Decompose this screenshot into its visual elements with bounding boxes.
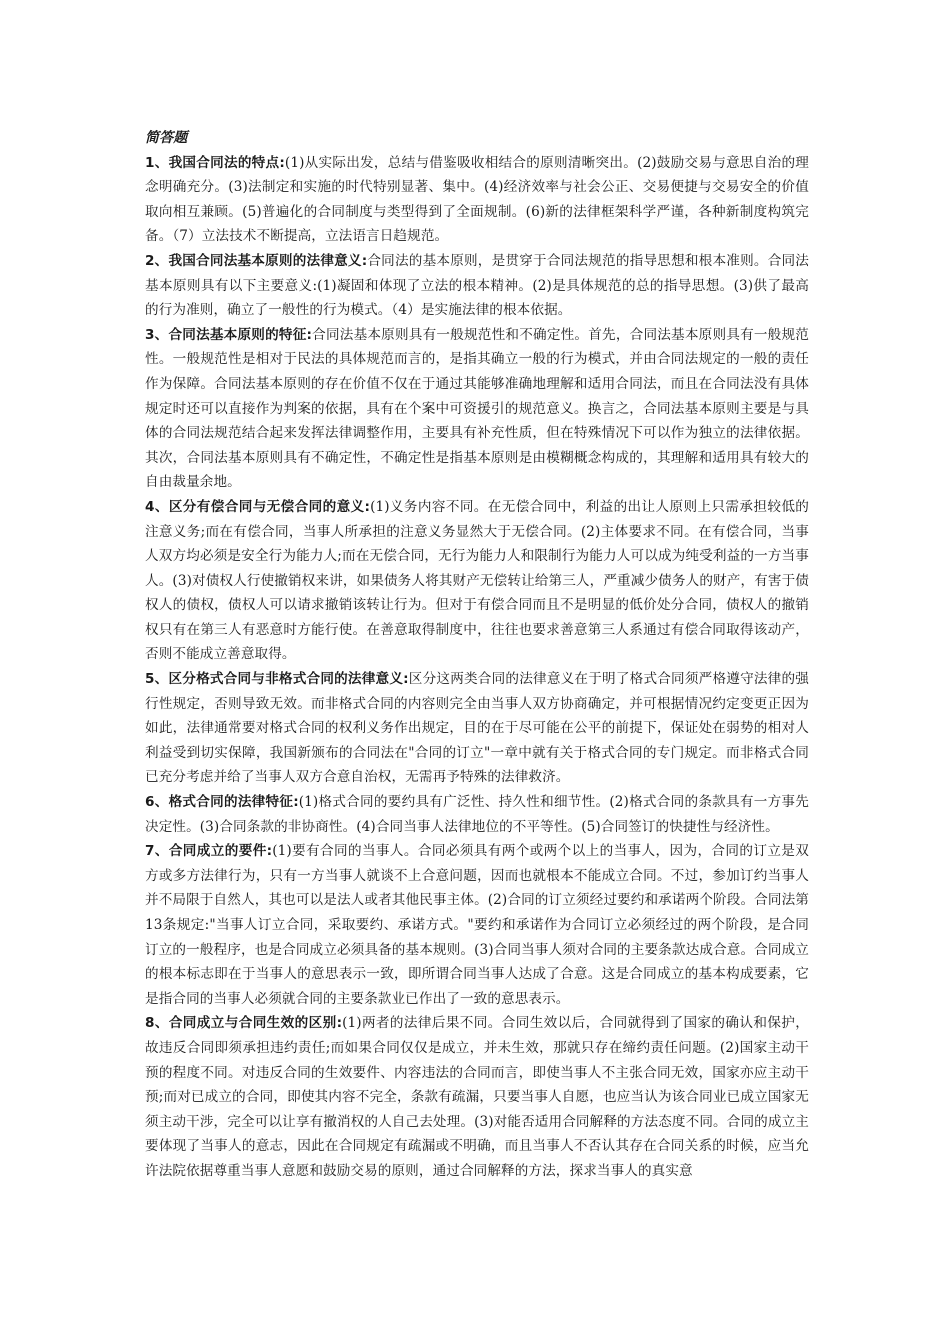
answer-title: 5、区分格式合同与非格式合同的法律意义:	[145, 671, 409, 688]
answer-title: 7、合同成立的要件:	[145, 843, 273, 860]
answer-text: (1)从实际出发，总结与借鉴吸收相结合的原则清晰突出。(2)鼓励交易与意思自治的理念明确充分。(3)法制定和实施的时代特别显著、集中。(4)经济效率与社会公正、交易便捷与交易安全的价值取向相互兼顾。(5)普遍化的合同制度与类型得到了全面规制。(6)新的法律框架科学严谨，各种新制度构筑完备。（7）立法技术不断提高，立法语言日趋规范。	[145, 154, 809, 245]
answer-title: 8、合同成立与合同生效的区别:	[145, 1015, 343, 1032]
answer-title: 4、区分有偿合同与无偿合同的意义:	[145, 498, 371, 515]
answer-text: 区分这两类合同的法律意义在于明了格式合同须严格遵守法律的强行性规定，否则导致无效。而非格式合同的内容则完全由当事人双方协商确定，并可根据情况约定变更正因为如此，法律通常要对格式合同的权利义务作出规定，目的在于尽可能在公平的前提下，保证处在弱势的相对人利益受到切实保障，我国新颁布的合同法在"合同的订立"一章中就有关于格式合同的专门规定。而非格式合同已充分考虑并给了当事人双方合意自治权，无需再予特殊的法律救济。	[145, 671, 809, 786]
answer-title: 3、合同法基本原则的特征:	[145, 326, 313, 343]
answer-6	[145, 790, 809, 839]
answer-text: (1)两者的法律后果不同。合同生效以后，合同就得到了国家的确认和保护，故违反合同即须承担违约责任;而如果合同仅仅是成立，并未生效，那就只存在缔约责任问题。(2)国家主动干预的程度不同。对违反合同的生效要件、内容违法的合同而言，即使当事人不主张合同无效，国家亦应主动干预;而对已成立的合同，即使其内容不完全，条款有疏漏，只要当事人自愿，也应当认为该合同业已成立国家无须主动干涉，完全可以让享有撤消权的人自己去处理。(3)对能否适用合同解释的方法态度不同。合同的成立主要体现了当事人的意志，因此在合同规定有疏漏或不明确，而且当事人不否认其存在合同关系的时候，应当允许法院依据尊重当事人意愿和鼓励交易的原则，通过合同解释的方法，探求当事人的真实意	[145, 1015, 809, 1179]
answer-7	[145, 839, 809, 1011]
answer-4	[145, 495, 809, 667]
answer-8	[145, 1011, 809, 1183]
answer-title: 1、我国合同法的特点:	[145, 154, 285, 171]
answer-1	[145, 151, 809, 249]
answer-2	[145, 249, 809, 323]
answer-title: 2、我国合同法基本原则的法律意义:	[145, 252, 368, 269]
answer-5	[145, 667, 809, 790]
answer-3	[145, 323, 809, 495]
section-heading: 简答题	[145, 130, 188, 146]
answer-text: 合同法的基本原则，是贯穿于合同法规范的指导思想和根本准则。合同法基本原则具有以下主要意义:(1)凝固和体现了立法的根本精神。(2)是具体规范的总的指导思想。(3)供了最高的行为准则，确立了一般性的行为模式。（4）是实施法律的根本依据。	[145, 252, 809, 319]
answer-text: 合同法基本原则具有一般规范性和不确定性。首先，合同法基本原则具有一般规范性。一般规范性是相对于民法的具体规范而言的，是指其确立一般的行为模式，并由合同法规定的一般的责任作为保障。合同法基本原则的存在价值不仅在于通过其能够准确地理解和适用合同法，而且在合同法没有具体规定时还可以直接作为判案的依据，具有在个案中可资援引的规范意义。换言之，合同法基本原则主要是与具体的合同法规范结合起来发挥法律调整作用，主要具有补充性质，但在特殊情况下可以作为独立的法律依据。其次，合同法基本原则具有不确定性，不确定性是指基本原则是由模糊概念构成的，其理解和适用具有较大的自由裁量余地。	[145, 326, 809, 491]
answer-text: (1)格式合同的要约具有广泛性、持久性和细节性。(2)格式合同的条款具有一方事先决定性。(3)合同条款的非协商性。(4)合同当事人法律地位的不平等性。(5)合同签订的快捷性与经济性。	[145, 794, 809, 835]
answer-title: 6、格式合同的法律特征:	[145, 794, 299, 811]
answer-text: (1)要有合同的当事人。合同必须具有两个或两个以上的当事人，因为，合同的订立是双方或多方法律行为，只有一方当事人就谈不上合意问题，因而也就根本不能成立合同。不过，参加订约当事人并不局限于自然人，其也可以是法人或者其他民事主体。(2)合同的订立须经过要约和承诺两个阶段。合同法第13条规定:"当事人订立合同，采取要约、承诺方式。"要约和承诺作为合同订立必须经过的两个阶段，是合同订立的一般程序，也是合同成立必须具备的基本规则。(3)合同当事人须对合同的主要条款达成合意。合同成立的根本标志即在于当事人的意思表示一致，即所谓合同当事人达成了合意。这是合同成立的基本构成要素，它是指合同的当事人必须就合同的主要条款业已作出了一致的意思表示。	[145, 843, 809, 1007]
answer-text: (1)义务内容不同。在无偿合同中，利益的出让人原则上只需承担较低的注意义务;而在有偿合同，当事人所承担的注意义务显然大于无偿合同。(2)主体要求不同。在有偿合同，当事人双方均必须是安全行为能力人;而在无偿合同，无行为能力人和限制行为能力人可以成为纯受利益的一方当事人。(3)对债权人行使撤销权来讲，如果债务人将其财产无偿转让给第三人，严重减少债务人的财产，有害于债权人的债权，债权人可以请求撤销该转让行为。但对于有偿合同而且不是明显的低价处分合同，债权人的撤销权只有在第三人有恶意时方能行使。在善意取得制度中，往往也要求善意第三人系通过有偿合同取得该动产，否则不能成立善意取得。	[145, 498, 810, 663]
document-body	[145, 126, 809, 1184]
